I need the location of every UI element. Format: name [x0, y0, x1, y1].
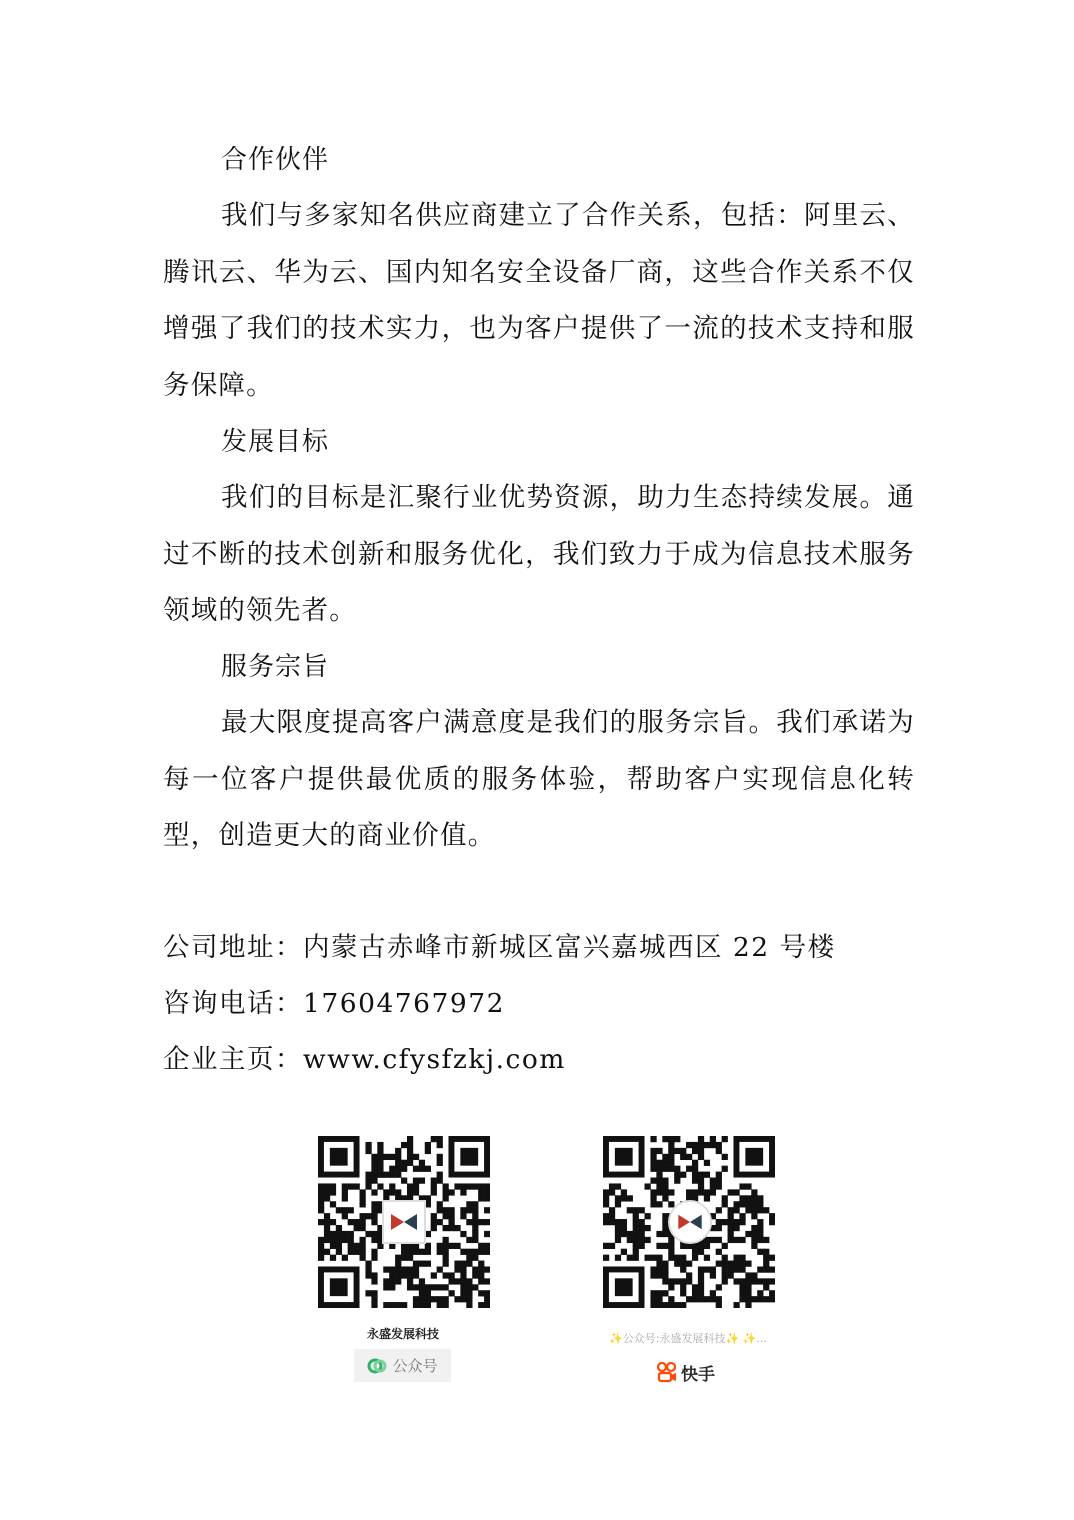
- section-body: 我们与多家知名供应商建立了合作关系，包括：阿里云、腾讯云、华为云、国内知名安全设备厂商，这些合作关系不仅增强了我们的技术实力，也为客户提供了一流的技术支持和服务保障。: [163, 200, 915, 401]
- consult-phone: 咨询电话：17604767972: [163, 988, 505, 1019]
- section-heading: 合作伙伴: [221, 145, 330, 175]
- section-body: 我们的目标是汇聚行业优势资源，助力生态持续发展。通过不断的技术创新和服务优化，我们致力于成为信息技术服务领域的领先者。: [163, 482, 915, 626]
- wechat-badge: [354, 1349, 451, 1382]
- section-partners: [163, 145, 915, 414]
- wechat-badge-label: 公众号: [392, 1357, 438, 1375]
- kuaishou-badge-label: 快手: [681, 1364, 715, 1385]
- company-website: 企业主页：www.cfysfzkj.com: [163, 1044, 566, 1075]
- section-heading: 发展目标: [221, 427, 330, 457]
- company-logo-icon: [668, 1200, 712, 1244]
- wechat-qr-caption: 永盛发展科技: [366, 1327, 439, 1341]
- kuaishou-logo-icon: [656, 1361, 678, 1383]
- kuaishou-badge: [656, 1359, 726, 1385]
- section-purpose: [163, 652, 915, 865]
- section-body: 最大限度提高客户满意度是我们的服务宗旨。我们承诺为每一位客户提供最优质的服务体验，帮助客户实现信息化转型，创造更大的商业价值。: [163, 707, 915, 851]
- section-goals: [163, 427, 915, 640]
- kuaishou-qr-caption: ✨公众号:永盛发展科技✨ ✨...: [609, 1332, 767, 1345]
- section-heading: 服务宗旨: [221, 652, 330, 682]
- wechat-official-account-icon: [367, 1356, 387, 1376]
- company-address: 公司地址：内蒙古赤峰市新城区富兴嘉城西区 22 号楼: [163, 932, 836, 963]
- company-logo-icon: [382, 1200, 426, 1244]
